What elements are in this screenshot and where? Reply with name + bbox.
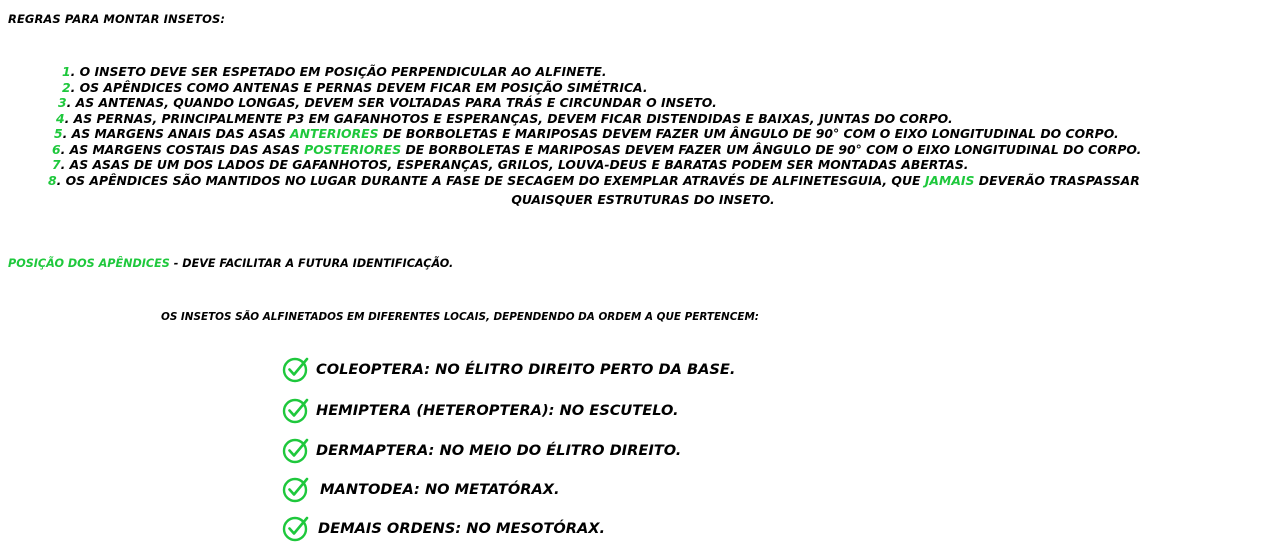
order-text: MANTODEA: NO METATÓRAX. — [320, 480, 560, 498]
rule-item — [0, 173, 1286, 189]
order-item — [282, 354, 735, 384]
rule-number: 5 — [54, 126, 63, 141]
order-item — [282, 513, 605, 543]
rule-number: 1 — [62, 64, 71, 79]
rule-text: . OS APÊNDICES COMO ANTENAS E PERNAS DEVEM FICAR EM POSIÇÃO SIMÉTRICA. — [70, 79, 648, 95]
check-circle-icon — [282, 436, 310, 464]
appendix-note — [8, 257, 453, 270]
highlight-anteriores: ANTERIORES — [290, 126, 379, 141]
orders-intro: OS INSETOS SÃO ALFINETADOS EM DIFERENTES LOCAIS, DEPENDENDO DA ORDEM A QUE PERTENCEM: — [161, 311, 759, 323]
rule-item — [0, 157, 1286, 173]
check-circle-icon — [282, 396, 310, 424]
rule-text: . AS ANTENAS, QUANDO LONGAS, DEVEM SER VOLTADAS PARA TRÁS E CIRCUNDAR O INSETO. — [66, 95, 717, 110]
rule-item — [0, 111, 1286, 127]
rule-text: DE BORBOLETAS E MARIPOSAS DEVEM FAZER UM ÂNGULO DE 90° COM O EIXO LONGITUDINAL DO CORPO. — [401, 141, 1142, 157]
rule-text: . AS PERNAS, PRINCIPALMENTE P3 EM GAFANHOTOS E ESPERANÇAS, DEVEM FICAR DISTENDIDAS E BAIXAS, JUNTAS DO CORPO. — [64, 110, 953, 126]
rule-text: . OS APÊNDICES SÃO MANTIDOS NO LUGAR DURANTE A FASE DE SECAGEM DO EXEMPLAR ATRAVÉS DE ALFINETESGUIA, QUE — [56, 172, 925, 188]
rule-number: 6 — [52, 141, 61, 157]
highlight-posteriores: POSTERIORES — [304, 141, 402, 157]
rule-text: DEVERÃO TRASPASSAR — [974, 172, 1140, 188]
rule-item — [0, 64, 1286, 80]
rule-text: . O INSETO DEVE SER ESPETADO EM POSIÇÃO PERPENDICULAR AO ALFINETE. — [70, 64, 607, 79]
order-text: DERMAPTERA: NO MEIO DO ÉLITRO DIREITO. — [316, 441, 682, 459]
rules-list — [0, 64, 1286, 208]
appendix-text: - DEVE FACILITAR A FUTURA IDENTIFICAÇÃO. — [169, 257, 454, 270]
rule-item — [0, 80, 1286, 96]
rule-number: 4 — [56, 110, 65, 126]
rule-text: QUAISQUER ESTRUTURAS DO INSETO. — [511, 192, 775, 207]
rule-text: . AS MARGENS ANAIS DAS ASAS — [62, 126, 291, 141]
page-title: REGRAS PARA MONTAR INSETOS: — [8, 12, 226, 26]
rule-item — [0, 95, 1286, 111]
order-text: HEMIPTERA (HETEROPTERA): NO ESCUTELO. — [316, 401, 679, 419]
order-text: DEMAIS ORDENS: NO MESOTÓRAX. — [318, 519, 606, 537]
rule-number: 3 — [58, 95, 67, 110]
check-circle-icon — [282, 475, 310, 503]
order-text: COLEOPTERA: NO ÉLITRO DIREITO PERTO DA BASE. — [316, 360, 736, 378]
appendix-highlight: POSIÇÃO DOS APÊNDICES — [8, 257, 170, 270]
check-circle-icon — [282, 355, 310, 383]
rule-number: 7 — [52, 157, 61, 172]
rule-number: 2 — [62, 79, 71, 95]
rule-text: . AS ASAS DE UM DOS LADOS DE GAFANHOTOS, ESPERANÇAS, GRILOS, LOUVA-DEUS E BARATAS PODEM SER MONTADAS ABERTAS. — [60, 157, 969, 172]
rule-item — [0, 126, 1286, 142]
order-item — [282, 395, 679, 425]
check-circle-icon — [282, 514, 310, 542]
rule-text: DE BORBOLETAS E MARIPOSAS DEVEM FAZER UM ÂNGULO DE 90° COM O EIXO LONGITUDINAL DO CORPO. — [378, 126, 1119, 141]
order-item — [282, 435, 681, 465]
rule-continuation — [0, 188, 1286, 208]
rule-text: . AS MARGENS COSTAIS DAS ASAS — [60, 141, 305, 157]
rule-number: 8 — [48, 172, 57, 188]
rule-item — [0, 142, 1286, 158]
highlight-jamais: JAMAIS — [924, 172, 975, 188]
order-item — [282, 474, 560, 504]
